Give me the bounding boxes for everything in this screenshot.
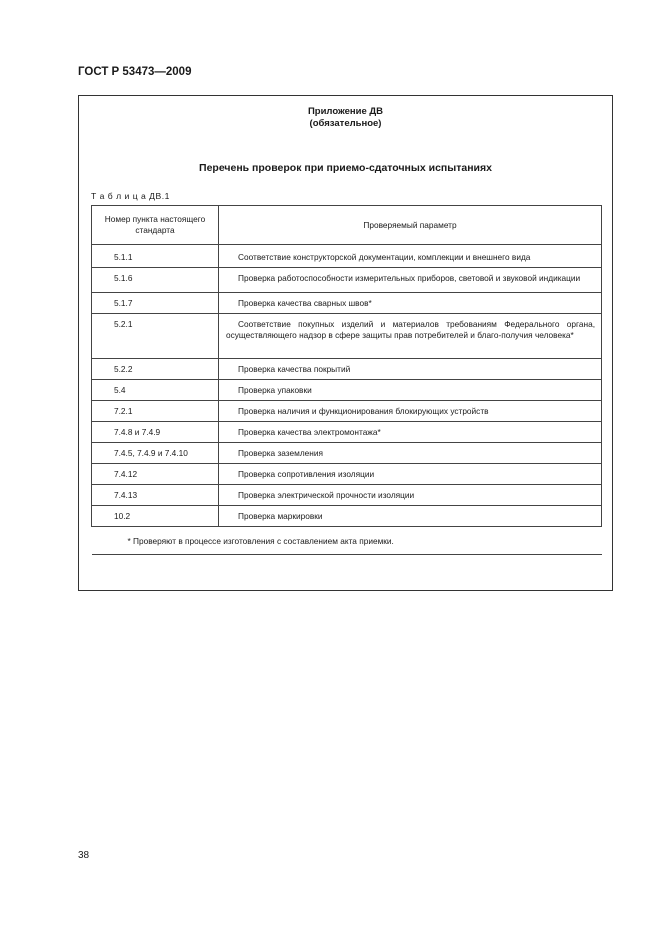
appendix-frame (78, 95, 613, 591)
clause-number: 5.4 (92, 380, 219, 401)
table-row (92, 443, 602, 464)
parameter-text: Проверка упаковки (219, 380, 602, 401)
clause-number: 5.2.1 (92, 314, 219, 359)
clause-number: 5.2.2 (92, 359, 219, 380)
checks-table (91, 205, 602, 555)
clause-number: 7.4.8 и 7.4.9 (92, 422, 219, 443)
table-row (92, 314, 602, 359)
appendix-status: (обязательное) (309, 118, 382, 129)
table-footnote: * Проверяют в процессе изготовления с составлением акта приемки. (92, 527, 602, 555)
appendix-title: Приложение ДВ (307, 106, 384, 117)
clause-number: 5.1.7 (92, 293, 219, 314)
parameter-text: Проверка наличия и функционирования блокирующих устройств (219, 401, 602, 422)
column-header-clause: Номер пункта настоящего стандарта (92, 206, 219, 245)
table-row (92, 293, 602, 314)
parameter-text: Проверка маркировки (219, 506, 602, 527)
footnote-row (92, 527, 602, 555)
parameter-text: Соответствие покупных изделий и материалов требованиям Федерального органа, осуществляющего надзор в сфере защиты прав потребителей и благо-получия человека* (219, 314, 602, 359)
document-header: ГОСТ Р 53473—2009 (78, 66, 192, 78)
table-header-row (92, 206, 602, 245)
parameter-text: Проверка качества электромонтажа* (219, 422, 602, 443)
clause-number: 7.4.5, 7.4.9 и 7.4.10 (92, 443, 219, 464)
parameter-text: Проверка сопротивления изоляции (219, 464, 602, 485)
table-row (92, 359, 602, 380)
parameter-text: Проверка заземления (219, 443, 602, 464)
parameter-text: Проверка качества сварных швов* (219, 293, 602, 314)
clause-number: 10.2 (92, 506, 219, 527)
parameter-text: Проверка работоспособности измерительных приборов, световой и звуковой индикации (219, 268, 602, 293)
table-row (92, 380, 602, 401)
clause-number: 5.1.1 (92, 245, 219, 268)
parameter-text: Проверка качества покрытий (219, 359, 602, 380)
table-row (92, 485, 602, 506)
table-row (92, 268, 602, 293)
table-row (92, 422, 602, 443)
table-label: Т а б л и ц а ДВ.1 (91, 191, 170, 201)
table-row (92, 245, 602, 268)
clause-number: 5.1.6 (92, 268, 219, 293)
parameter-text: Проверка электрической прочности изоляции (219, 485, 602, 506)
table-row (92, 464, 602, 485)
parameter-text: Соответствие конструкторской документации, комплекции и внешнего вида (219, 245, 602, 268)
column-header-parameter: Проверяемый параметр (219, 206, 602, 245)
clause-number: 7.4.12 (92, 464, 219, 485)
appendix-heading (79, 106, 612, 130)
page-number: 38 (78, 850, 90, 861)
table-row (92, 506, 602, 527)
list-title: Перечень проверок при приемо-сдаточных испытаниях (199, 162, 492, 174)
table-row (92, 401, 602, 422)
clause-number: 7.4.13 (92, 485, 219, 506)
clause-number: 7.2.1 (92, 401, 219, 422)
